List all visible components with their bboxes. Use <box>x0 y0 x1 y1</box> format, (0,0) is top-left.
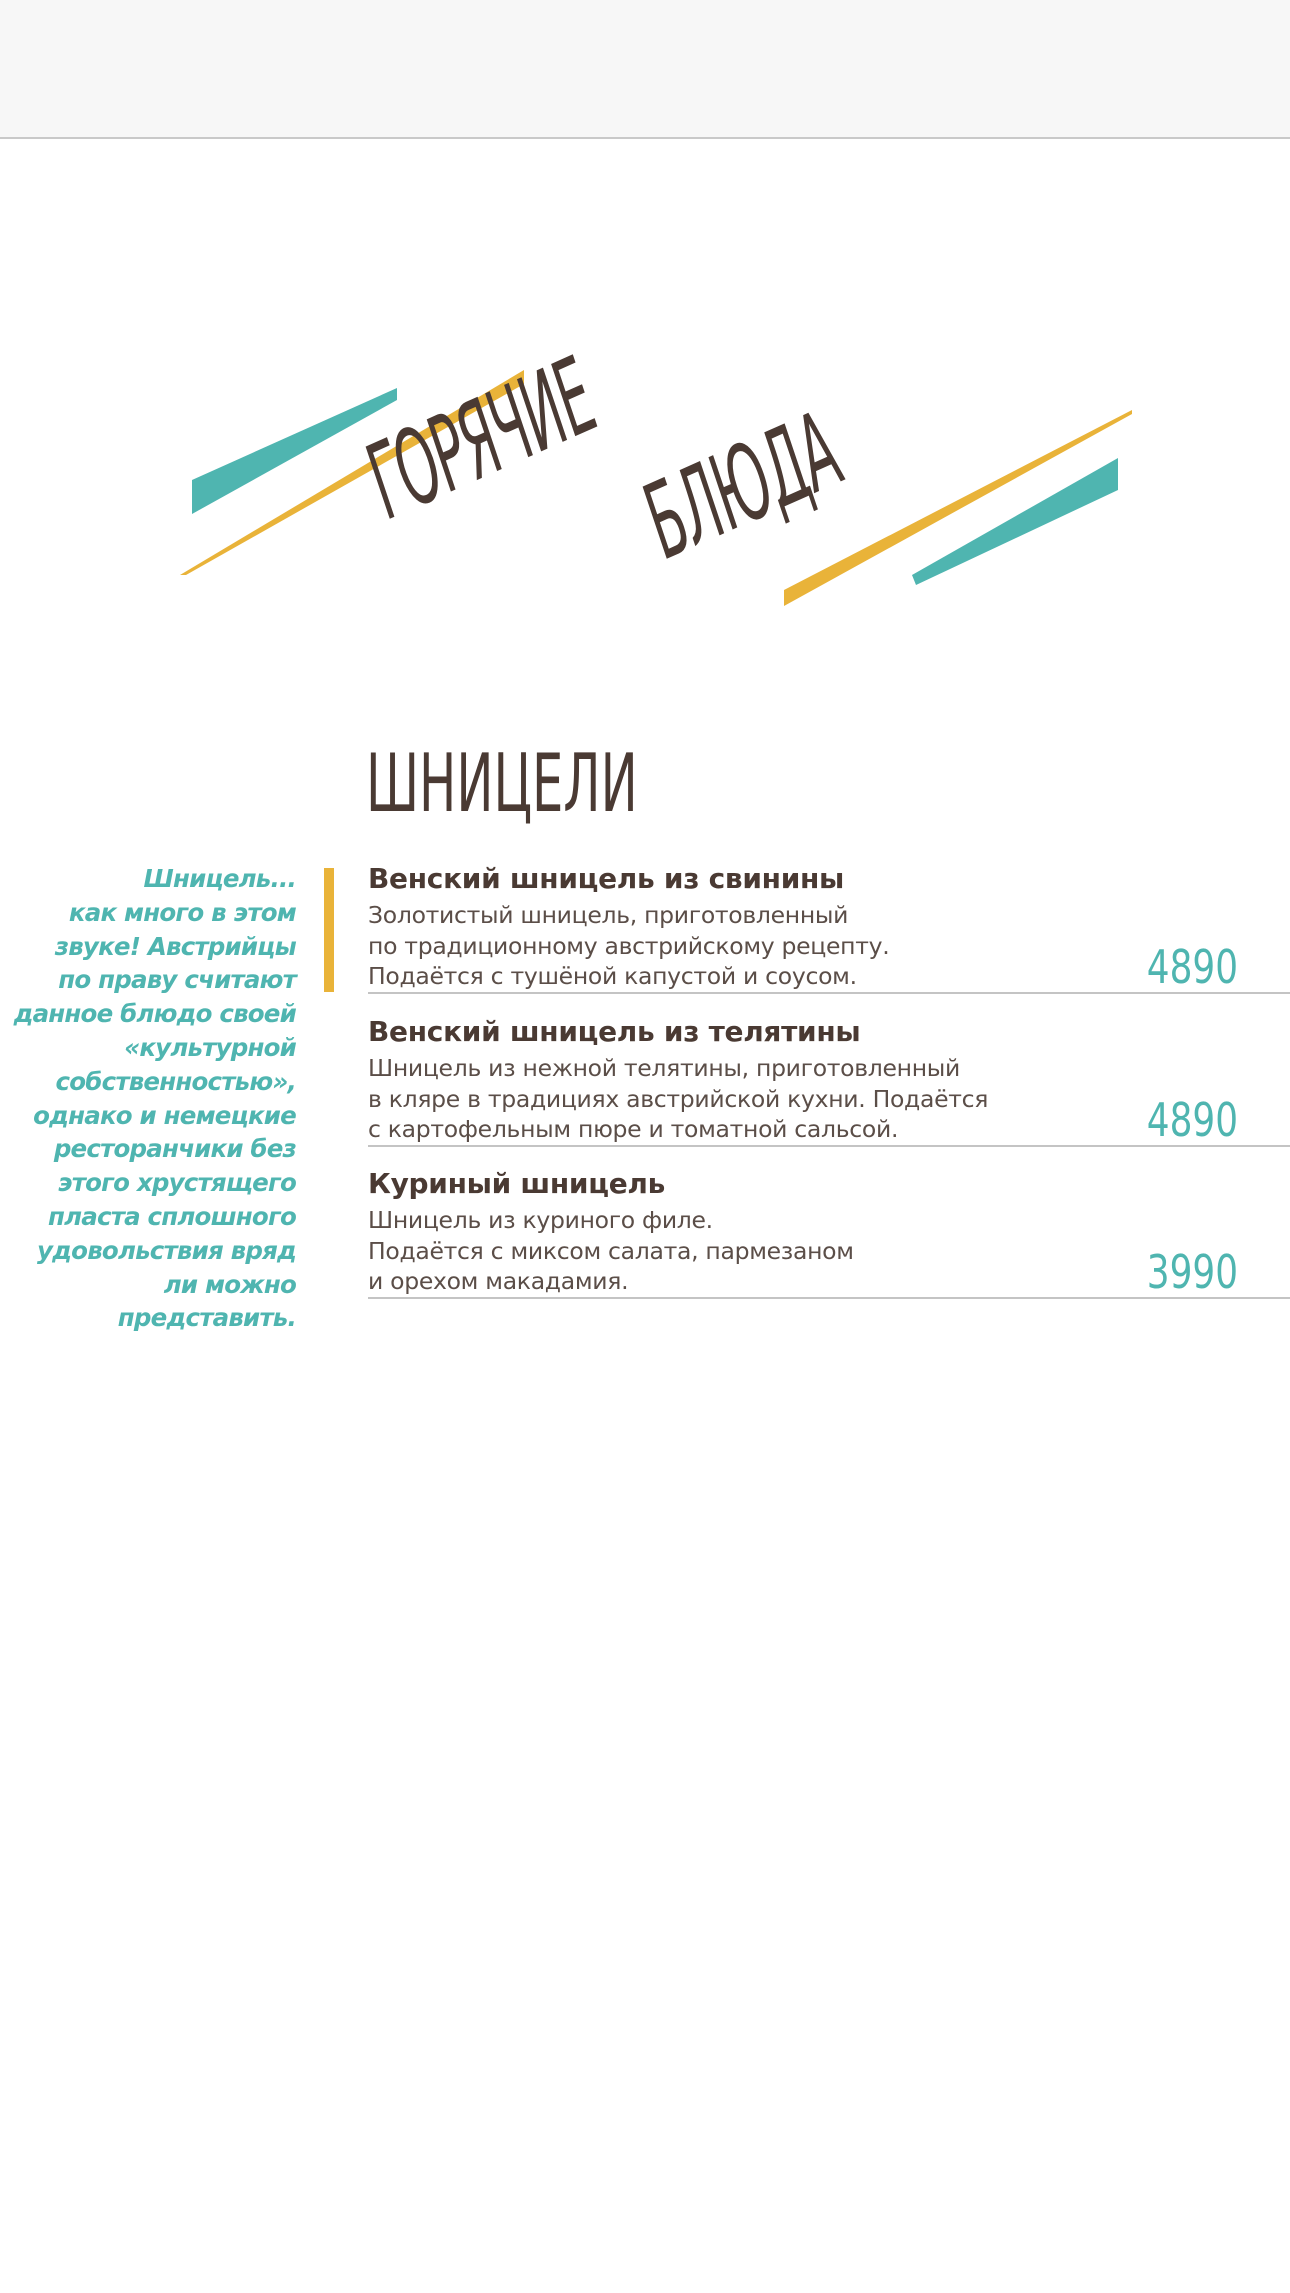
item-desc-line: Подаётся с тушёной капустой и соусом. <box>368 962 857 990</box>
aside-line: представить. <box>117 1303 296 1333</box>
item-desc-line: с картофельным пюре и томатной сальсой. <box>368 1115 899 1143</box>
item-name: Венский шницель из телятины <box>368 1015 861 1048</box>
item-desc-line: Шницель из куриного филе. <box>368 1206 713 1234</box>
aside-line: однако и немецкие <box>33 1100 296 1130</box>
aside-line: ресторанчики без <box>53 1134 296 1164</box>
item-desc-line: в кляре в традициях австрийской кухни. Подаётся <box>368 1084 989 1113</box>
aside-line: пласта сплошного <box>47 1201 296 1231</box>
item-desc-line: Подаётся с миксом салата, пармезаном <box>368 1236 854 1265</box>
aside-line: звуке! Австрийцы <box>54 931 296 961</box>
item-desc-line: по традиционному австрийскому рецепту. <box>368 931 890 960</box>
item-price: 3990 <box>1146 1245 1238 1299</box>
browser-top-bar <box>0 0 1290 139</box>
menu-item <box>368 862 1290 994</box>
menu-item <box>368 1015 1290 1147</box>
aside-accent-bar <box>324 868 334 992</box>
aside-quote <box>10 862 296 1335</box>
item-price: 4890 <box>1146 1093 1238 1147</box>
section-title: ШНИЦЕЛИ <box>366 737 638 830</box>
header-title-line2: БЛЮДА <box>626 389 858 583</box>
aside-line: данное блюдо своей <box>13 999 296 1029</box>
item-desc-line: Шницель из нежной телятины, приготовленный <box>368 1054 961 1082</box>
aside-line: «культурной <box>124 1032 296 1062</box>
aside-line: этого хрустящего <box>57 1168 296 1198</box>
aside-line: по праву считают <box>58 965 296 995</box>
item-desc-line: Золотистый шницель, приготовленный <box>368 901 849 929</box>
item-price: 4890 <box>1146 940 1238 994</box>
menu-item <box>368 1167 1290 1299</box>
item-desc-line: и орехом макадамия. <box>368 1267 629 1295</box>
aside-line: ли можно <box>163 1269 296 1299</box>
header-title-line1: ГОРЯЧИЕ <box>349 335 613 543</box>
aside-line: удовольствия вряд <box>37 1235 296 1265</box>
aside-line: собственностью», <box>55 1066 296 1096</box>
item-name: Куриный шницель <box>368 1167 665 1200</box>
item-name: Венский шницель из свинины <box>368 862 845 895</box>
aside-line: Шницель... <box>143 864 296 893</box>
aside-line: как много в этом <box>68 897 296 927</box>
